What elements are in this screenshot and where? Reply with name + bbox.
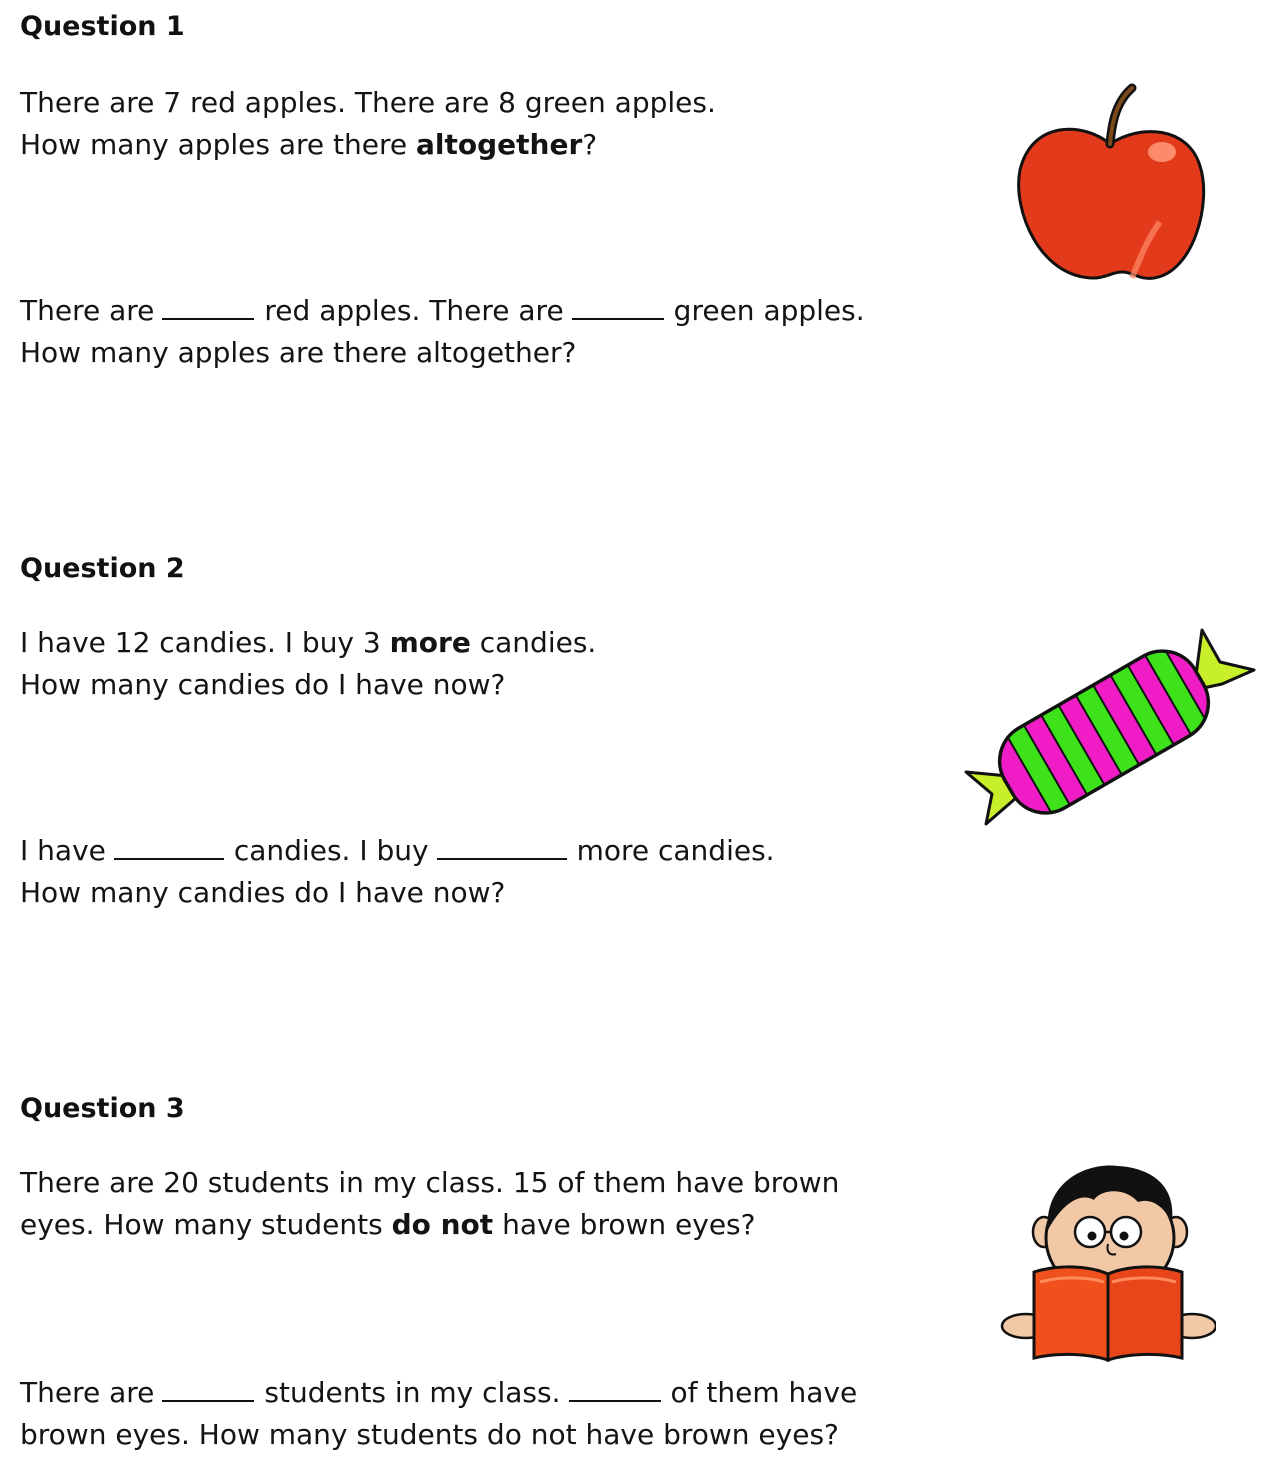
template-text: red apples. There are xyxy=(264,294,564,327)
question-2-template xyxy=(20,830,775,914)
template-text: There are xyxy=(20,1376,155,1409)
question-2-template-line-1 xyxy=(20,830,775,872)
question-2-story-line-1 xyxy=(20,622,596,664)
question-2-story-text: I have 12 candies. I buy 3 xyxy=(20,626,390,659)
question-2-story xyxy=(20,622,596,706)
question-2-template-line-2: How many candies do I have now? xyxy=(20,876,506,909)
template-text: more candies. xyxy=(576,834,775,867)
question-3-story-line-2 xyxy=(20,1204,839,1246)
template-text: candies. I buy xyxy=(233,834,429,867)
question-2-story-end: candies. xyxy=(470,626,597,659)
template-text: students in my class. xyxy=(264,1376,561,1409)
question-2-keyword: more xyxy=(389,626,471,659)
question-1-story-line-2 xyxy=(20,124,716,166)
question-1-template-line-1 xyxy=(20,290,865,332)
question-1-story xyxy=(20,82,716,166)
question-1-template xyxy=(20,290,865,374)
question-1-story-line-1: There are 7 red apples. There are 8 green apples. xyxy=(20,86,716,119)
question-1-template-line-2: How many apples are there altogether? xyxy=(20,336,577,369)
template-text: I have xyxy=(20,834,106,867)
boy-reading-book-icon xyxy=(1000,1160,1216,1364)
red-apple-icon xyxy=(1012,82,1208,284)
template-text: of them have xyxy=(670,1376,858,1409)
question-2-title: Question 2 xyxy=(20,553,185,584)
question-1-title: Question 1 xyxy=(20,11,185,42)
question-3-keyword: do not xyxy=(391,1208,494,1241)
template-text: There are xyxy=(20,294,155,327)
answer-blank-red-apples[interactable] xyxy=(162,292,254,320)
answer-blank-candies-have[interactable] xyxy=(114,832,224,860)
question-3-story xyxy=(20,1162,839,1246)
question-3-template-line-1 xyxy=(20,1372,857,1414)
question-1-keyword: altogether xyxy=(416,128,583,161)
answer-blank-brown-eyes[interactable] xyxy=(569,1374,661,1402)
answer-blank-green-apples[interactable] xyxy=(572,292,664,320)
question-3-story-end: have brown eyes? xyxy=(493,1208,756,1241)
question-1-story-end: ? xyxy=(582,128,598,161)
question-2-story-line-2: How many candies do I have now? xyxy=(20,668,506,701)
question-3-template-line-2: brown eyes. How many students do not have brown eyes? xyxy=(20,1418,839,1451)
question-3-template xyxy=(20,1372,857,1456)
question-3-story-text: eyes. How many students xyxy=(20,1208,392,1241)
answer-blank-students-total[interactable] xyxy=(162,1374,254,1402)
template-text: green apples. xyxy=(673,294,865,327)
striped-candy-icon xyxy=(962,626,1258,826)
question-3-story-line-1: There are 20 students in my class. 15 of them have brown xyxy=(20,1166,840,1199)
question-3-title: Question 3 xyxy=(20,1093,185,1124)
question-1-story-text: How many apples are there xyxy=(20,128,416,161)
answer-blank-candies-buy[interactable] xyxy=(437,832,567,860)
